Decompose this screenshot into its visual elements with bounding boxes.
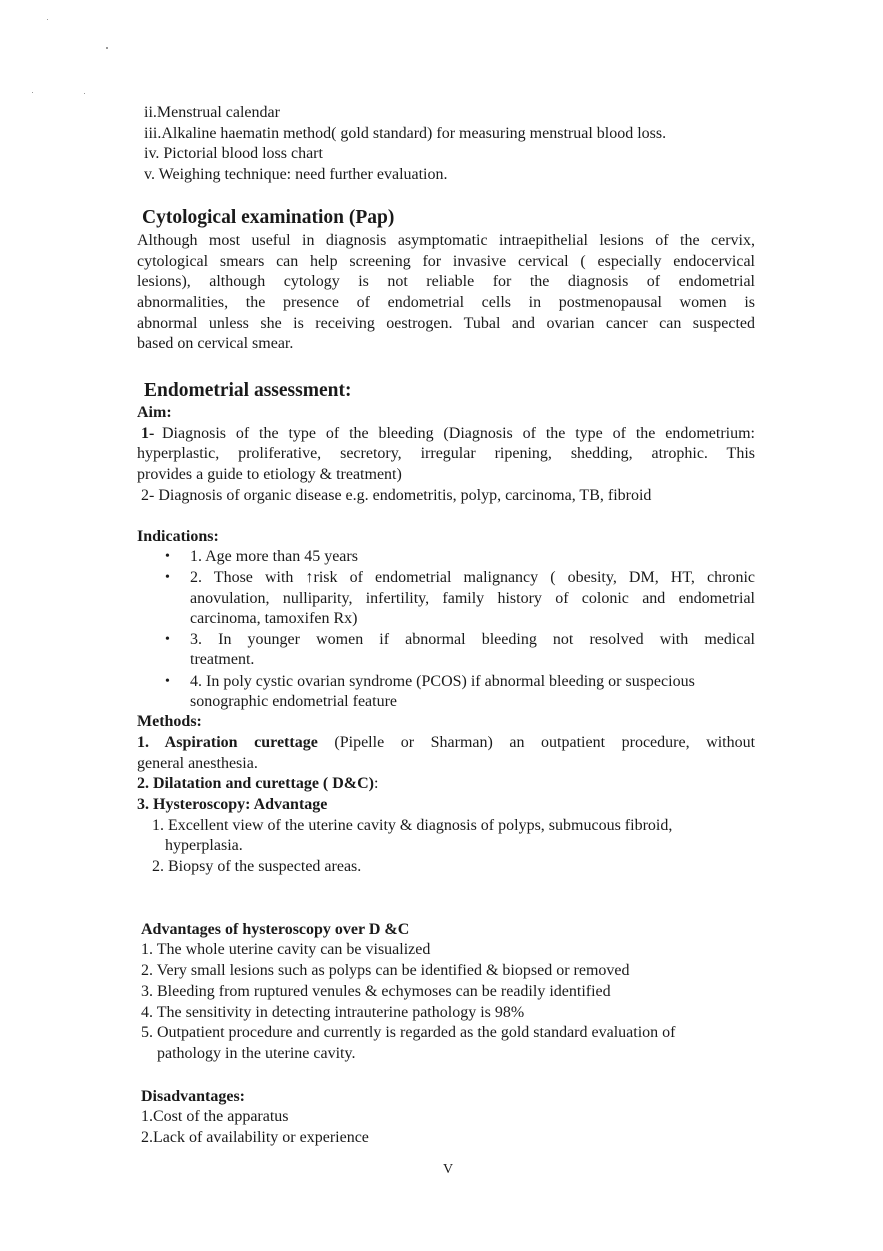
bullet: •: [165, 549, 170, 564]
paragraph-line: abnormalities, the presence of endometrial cells in postmenopausal women is: [137, 294, 755, 311]
advantage-item: 1. The whole uterine cavity can be visualized: [141, 941, 431, 958]
indication-item: 1. Age more than 45 years: [190, 548, 358, 565]
method-title: 1. Aspiration curettage: [137, 734, 318, 751]
indication-item: anovulation, nulliparity, infertility, family history of colonic and endometrial: [190, 590, 755, 607]
indication-item: treatment.: [190, 651, 255, 668]
disadvantage-item: 1.Cost of the apparatus: [141, 1108, 289, 1125]
method-item-cont: general anesthesia.: [137, 755, 258, 772]
indication-item: 3. In younger women if abnormal bleeding not resolved with medical: [190, 631, 755, 648]
paragraph-line: Although most useful in diagnosis asymptomatic intraepithelial lesions of the cervix,: [137, 232, 755, 249]
list-item: iii.Alkaline haematin method( gold standard) for measuring menstrual blood loss.: [144, 125, 667, 142]
advantage-item: 4. The sensitivity in detecting intrauterine pathology is 98%: [141, 1004, 525, 1021]
hysteroscopy-advantage-cont: hyperplasia.: [165, 837, 243, 854]
advantage-item: 3. Bleeding from ruptured venules & echymoses can be readily identified: [141, 983, 611, 1000]
method-description: (Pipelle or Sharman) an outpatient procedure, without: [334, 734, 756, 751]
section-heading-cytology: Cytological examination (Pap): [142, 207, 395, 228]
disadvantage-item: 2.Lack of availability or experience: [141, 1129, 369, 1146]
advantage-item: 2. Very small lesions such as polyps can be identified & biopsed or removed: [141, 962, 630, 979]
bullet: •: [165, 674, 170, 689]
list-item: iv. Pictorial blood loss chart: [144, 145, 323, 162]
list-item: ii.Menstrual calendar: [144, 104, 280, 121]
indication-item: sonographic endometrial feature: [190, 693, 398, 710]
hysteroscopy-advantage: 1. Excellent view of the uterine cavity & diagnosis of polyps, submucous fibroid,: [152, 817, 673, 834]
aim-line: Diagnosis of the type of the bleeding (Diagnosis of the type of the endometrium:: [162, 425, 755, 442]
method-item: [137, 733, 755, 754]
advantage-item: 5. Outpatient procedure and currently is regarded as the gold standard evaluation of: [141, 1024, 676, 1041]
method-item: [137, 774, 378, 794]
scan-speck: [47, 19, 48, 20]
scan-speck: [84, 93, 85, 94]
methods-label: Methods:: [137, 713, 202, 730]
section-heading-advantages: Advantages of hysteroscopy over D &C: [141, 921, 410, 938]
method-item: 3. Hysteroscopy: Advantage: [137, 796, 328, 813]
paragraph-line: based on cervical smear.: [137, 335, 294, 352]
section-heading-disadvantages: Disadvantages:: [141, 1088, 246, 1105]
page-number: V: [443, 1162, 454, 1177]
paragraph-line: lesions), although cytology is not reliable for the diagnosis of endometrial: [137, 273, 755, 290]
hysteroscopy-advantage: 2. Biopsy of the suspected areas.: [152, 858, 362, 875]
indication-item: 4. In poly cystic ovarian syndrome (PCOS) if abnormal bleeding or suspecious: [190, 673, 695, 690]
paragraph-line: cytological smears can help screening for invasive cervical ( especially endocervical: [137, 253, 755, 270]
method-title: 2. Dilatation and curettage ( D&C): [137, 775, 375, 792]
advantage-item-cont: pathology in the uterine cavity.: [157, 1045, 356, 1062]
aim-label: Aim:: [137, 404, 172, 421]
method-punct: :: [374, 775, 379, 792]
aim-line: 2- Diagnosis of organic disease e.g. endometritis, polyp, carcinoma, TB, fibroid: [141, 487, 652, 504]
section-heading-endometrial: Endometrial assessment:: [144, 380, 352, 401]
indication-item: 2. Those with ↑risk of endometrial malignancy ( obesity, DM, HT, chronic: [190, 569, 755, 586]
indications-label: Indications:: [137, 528, 219, 545]
bullet: •: [165, 570, 170, 585]
aim-line: provides a guide to etiology & treatment): [137, 466, 402, 483]
aim-line: hyperplastic, proliferative, secretory, irregular ripening, shedding, atrophic. This: [137, 445, 755, 462]
list-item: v. Weighing technique: need further evaluation.: [144, 166, 448, 183]
paragraph-line: abnormal unless she is receiving oestrogen. Tubal and ovarian cancer can suspected: [137, 315, 755, 332]
indication-item: carcinoma, tamoxifen Rx): [190, 610, 358, 627]
scan-speck: [106, 47, 108, 49]
scan-speck: [32, 92, 33, 93]
bullet: •: [165, 632, 170, 647]
aim-number: 1-: [141, 425, 155, 442]
